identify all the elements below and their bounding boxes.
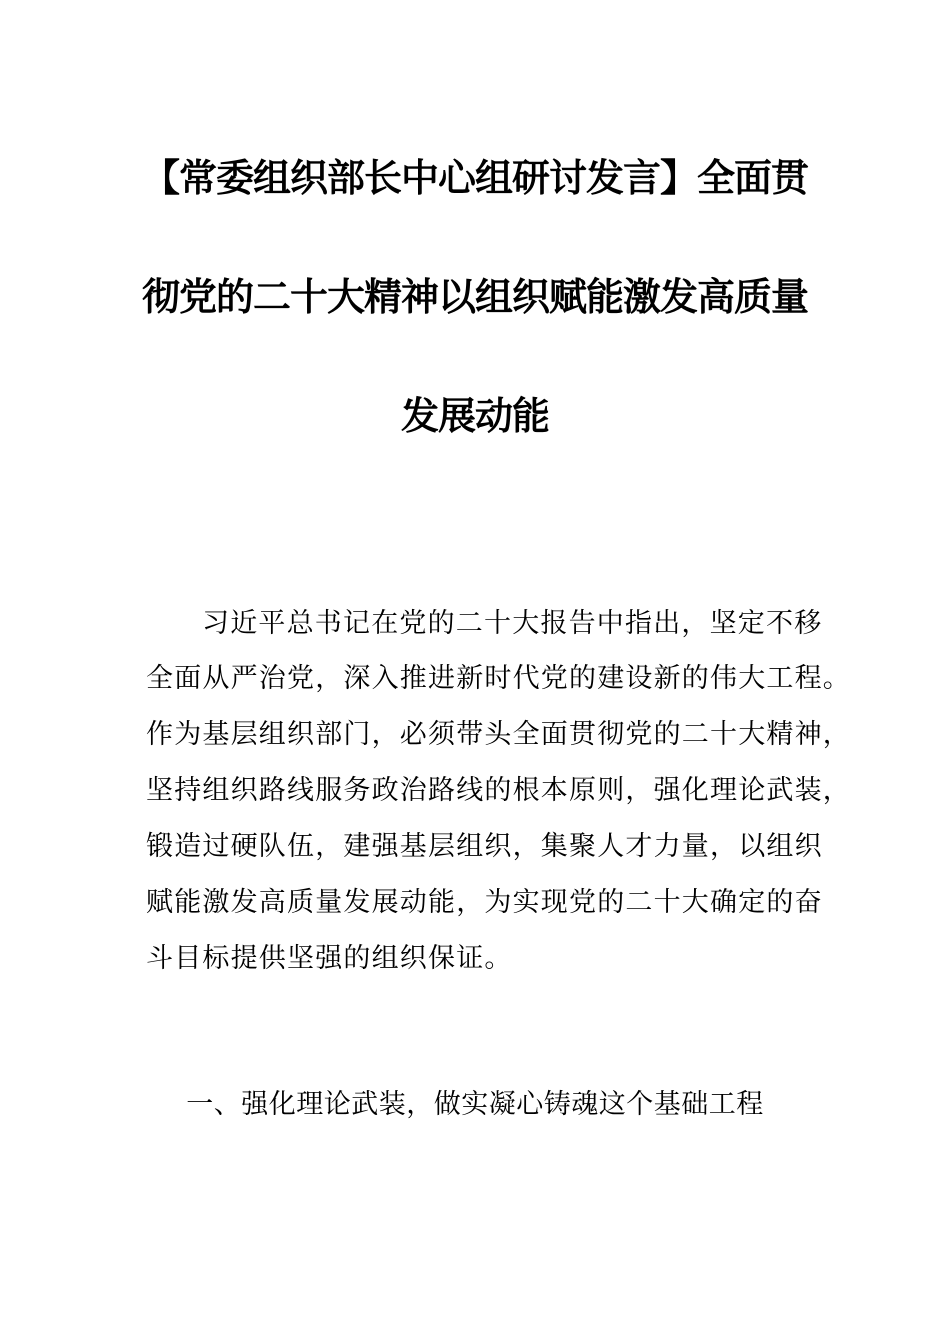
paragraph-line-4: 坚持组织路线服务政治路线的根本原则，强化理论武装， [146,775,851,806]
document-title-line-1: 【常委组织部长中心组研讨发言】全面贯 [141,156,808,200]
document-title-line-2: 彻党的二十大精神以组织赋能激发高质量 [141,275,808,319]
paragraph-line-5: 锻造过硬队伍，建强基层组织，集聚人才力量，以组织 [146,831,823,862]
section-heading: 一、强化理论武装，做实凝心铸魂这个基础工程 [186,1089,764,1120]
paragraph-line-7: 斗目标提供坚强的组织保证。 [146,943,513,974]
paragraph-line-6: 赋能激发高质量发展动能，为实现党的二十大确定的奋 [146,887,823,918]
paragraph-line-1: 习近平总书记在党的二十大报告中指出，坚定不移 [202,608,823,639]
paragraph-line-2: 全面从严治党，深入推进新时代党的建设新的伟大工程。 [146,663,851,694]
document-title-line-3: 发展动能 [400,394,549,438]
paragraph-line-3: 作为基层组织部门，必须带头全面贯彻党的二十大精神， [146,719,851,750]
